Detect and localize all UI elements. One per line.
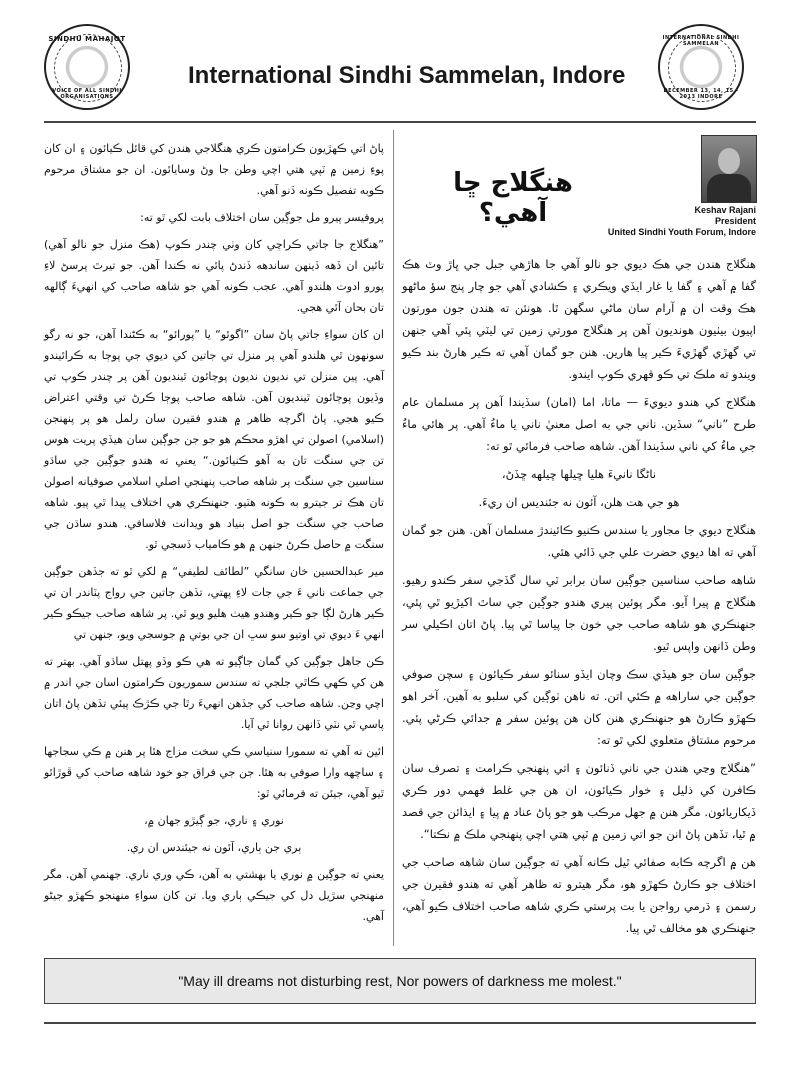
left-column [44, 138, 384, 933]
right-logo-text: INTERNATIONAL SINDHI SAMMELAN [662, 35, 740, 47]
paragraph: شاهه صاحب سناسين جوڳين سان برابر ٽي سال گڏجي سفر ڪندو رهيو. هنگلاج ۾ پيرا آيو. مگر پوئين پيري هندو جوڳين جي ساٿ اکيڙيو ٿي پئي، جنهنڪري هو شاهه صاحب جي خون جا پياسا ٿي پيا. پاڻ اتان اڪيلي سر وطن ڏانهن واپس ٿيو. [402, 573, 756, 653]
paragraph: پروفيسر پيرو مل جوڳين سان اختلاف بابت لکي ٿو ته: [140, 211, 384, 224]
paragraph: پاڻ اتي ڪهڙيون ڪرامتون ڪري هنگلاجي هندن کي قائل ڪيائون ۽ ان کان پوءِ زمين ۾ ٽپي هتي اچي وطن جا وڻ وسايائون. ان جو مشتاق مرحوم ڪوبه تفصيل ڪونه ڏنو آهي. [44, 142, 384, 197]
footer-quote [44, 958, 756, 1004]
paragraph: يعني ته جوڳين ۾ نوري يا بهشتي به آهن، ڪي وري ناري. جهنمي آهن. مگر منهنجي سڙيل دل کي جيڪي ٻاري ويا. تن کان سواءِ منهنجو ڪهڙو جيڻو آهي. [44, 868, 384, 923]
header-rule [44, 121, 756, 123]
paragraph: هنگلاج کي هندو ديويءَ — ماتا، اما (امان) سڏيندا آهن پر مسلمان عام طرح ”ناني“ سڏين. ناني جي به اصل معنيٰ ناني يا ماءُ آهي. پر هائي ماءُ جي ماءُ کي ناني سڏيندا آهن. شاهه صاحب فرمائي ٿو ته: [402, 395, 756, 453]
right-poem-line: ناڻگا نانيءَ هليا ڇيلها ڇيلهه ڇڏڻ، [501, 467, 657, 481]
author-body [707, 174, 751, 202]
footer-quote-text: "May ill dreams not disturbing rest, Nor powers of darkness me molest." [178, 973, 622, 989]
paragraph: ڪن جاهل جوڳين کي گمان جاڳيو ته هي ڪو وڏو پهتل ساڌو آهي. بهتر ته هن کي ڪهي ڪاٿي جلجي ته سندس سموريون ڪرامتون اسان جي اندر ۾ اچي وڃن. شاهه صاحب کي جڏهن انهيءَ رٿا جي ڪڙڪ پيئي تڏهن پاڻ اتان پاسي ٿي نٽي ڏانهن روانا ٿي آيا. [44, 655, 384, 731]
author-name: Keshav Rajani [694, 205, 756, 215]
left-logo-subtext: VOICE OF ALL SINDHI ORGANISATIONS [52, 88, 122, 100]
paragraph: هنگلاج ديوي جا مجاور يا سندس ڪنيو ڪائيندڙ مسلمان آهن. هنن جو گمان آهي ته اها ديوي حضرت علي جي ڏائي هئي. [402, 523, 756, 559]
paragraph: ”هنگلاج جا جاتي ڪراچي کان وٺي چندر ڪوپ (هڪ منزل جو نالو آهي) تائين ان ڏهه ڏينهن ساندهه ڏندڻ پائي نه ڪندا آهن. جو تيرٿ پرسڻ لاءِ پورو ادوت هلندو آهي. عجب ڪونه آهي جو شاهه صاحب کي انهيءَ ڳالهه تان بحان آئي هجي. [44, 238, 384, 314]
page-header [0, 0, 800, 120]
paragraph: جوڳين سان جو هيڏي سڪ وچان ايڏو سنائو سفر ڪيائون ۽ سچن صوفي جوڳين جي ساراهه ۾ ڪئي اتن. ته ناهن ٺوڳين کي سلبو به آهين. آخر اهو ڪهڙو ڪارڻ هو جنهنڪري هنن کان هن پوئين سفر ۾ جدائي ڪرڻي پئي. مرحوم مشتاق متعلوي لکي ٿو ته: [402, 667, 756, 747]
article-headline: هنگلاج ڇا آهي؟ [453, 168, 573, 228]
author-face [718, 148, 740, 174]
sammelan-logo [658, 24, 744, 110]
author-role: President [714, 216, 756, 226]
left-poem-line: ٻري جن ٻاري، آئون نه جيئندس ان ري. [126, 841, 302, 854]
author-photo [701, 135, 757, 203]
paragraph: هنگلاج هندن جي هڪ ديوي جو نالو آهي جا هاڙهي جبل جي ڀاڙ وٽ هڪ گفا ۾ آهي ۽ گفا يا غار ايڏي ويڪري ۽ ڪشادي آهي جو چار پنج سؤ ماڻهو هڪ وقت ان ۾ آرام سان ماڻي سگهن ٿا. هونئن ته هندن جون مورتون اپيون بيٺيون هونديون آهن پر هنگلاج مورتي زمين تي ليٽي پئي آهي جنهن تي گهڙي گهڙيءَ ڪير پيا هارين. هنن جو گمان آهي ته ڪير هارڻ بند ڪيو ويندو ته ملڪ تي ڪو قهري ڪوپ ايندو. [402, 257, 756, 381]
page-title: International Sindhi Sammelan, Indore [188, 62, 626, 89]
left-logo-text: SINDHU MAHAJOT [48, 35, 126, 43]
column-divider [393, 130, 394, 946]
paragraph: ”هنگلاج وڃي هندن جي ناني ڏنائون ۽ اتي پنهنجي ڪرامت ۽ تصرف سان ڪافرن کي ذليل ۽ خوار ڪيائون، ان هن جي غلط فهمي دور ڪري ڏيکاريائون. مگر هنن ۾ جهل مرڪب هو جو پاڻ عناد ۾ پيا ۽ ايذائن جي قصد ۾ ٿيا، تڏهن پاڻ انن جو اتي زمين ۾ ٽپي هتي اچي پنهنجي ملڪ ۾ نڪتا“. [402, 761, 756, 841]
right-column [402, 253, 756, 945]
paragraph: مير عبدالحسين خان سانگي ”لطائف لطيفي“ ۾ لکي ٿو ته جڏهن جوڳين جي جماعت ناني ءَ جي جات لاءِ پهتي، تڏهن جاتين جي رواج پٽاندر ان تي ڪير هارڻ لڳا جو ڪير وهندو هيٺ هليو ويو ٿي. پر شاهه صاحب جيڪو ڪير انهي ءَ ديوي تي اوتيو سو سڀ ان جي بوتي ۾ جوسجي ويو، جنهن تي [44, 565, 384, 641]
author-org: United Sindhi Youth Forum, Indore [607, 227, 756, 237]
sindhu-mahajot-logo [44, 24, 130, 110]
paragraph: هن ۾ اگرچه ڪابه صفائي ٿيل ڪانه آهي ته جوڳين سان شاهه صاحب جي اختلاف جو ڪارڻ ڪهڙو هو، مگر هيترو ته ظاهر آهي ته هندو فقيرن جي رسمن ۽ ڌرمي رواجن يا بت پرستي ڪري شاهه صاحب اختلاف ڪيو آهي، جنهنڪري هو مخالف ٿي پيا. [402, 855, 756, 935]
paragraph: ان کان سواءِ جاتي پاڻ سان ”اگوئو“ يا ”پورائو“ به ڪڻندا آهن، جو نه رگو سونهون ٿي هلندو آهي پر منزل تي جاتين کي ديوي جي پوڄا به ڪرائيندو آهي. پين منزلن تي نديون نديون پوڄائون ٿينديون آهن پر چندر ڪوپ تي وڏيون پوڄائون ٿينديون آهن. شاهه صاحب پوڄا ڪرڻ تي وقتي اعتراض ڪيو هجي. پاڻ اگرچه ظاهر ۾ هندو فقيرن سان رلمل هو پر پنهنجن (اسلامي) اصولن تي اهڙو محڪم هو جو جن جوڳين سان هيڏي پريت هوس تن جي سنگت تان به آهو ڪنيائون.“ يعني ته هندو جوڳين جي ساڌو سناسين جي سنگت پر شاهه صاحب پنهنجي اصلي اسلامي صوفيانه اصولن تان هڪ تر جيترو به ڪونه هٽيو. جنهنڪري هي اختلاف پيدا ٿي پيو. شاهه صاحب جي سنگت جو اصل بنياد هو ويدانت فلاسافي. هندو ساڌن جي سنگت ۾ حاصل ڪرڻ جنهن ۾ هو ڪامياب ڏسجي ٿو. [44, 328, 384, 551]
right-logo-subtext: DECEMBER 13, 14, 15 - 2013 INDORE [663, 88, 739, 100]
right-poem-line: هو جي هت هلن، آئون نه جئنديس ان ريءَ. [478, 495, 680, 509]
footer-rule [44, 1022, 756, 1024]
left-poem-line: نوري ۽ ناري، جو ڳيڙو جهان ۾، [144, 814, 284, 827]
paragraph: ائين نه آهي ته سمورا سنياسي ڪي سخت مزاج هئا پر هنن ۾ ڪي سجاجها ۽ ساچهه وارا صوفي به هئا. جن جي فراق جو خود شاهه صاحب کي ڦوڙائو ٿيو آهي، جيئن ته فرمائي ٿو: [44, 745, 384, 800]
